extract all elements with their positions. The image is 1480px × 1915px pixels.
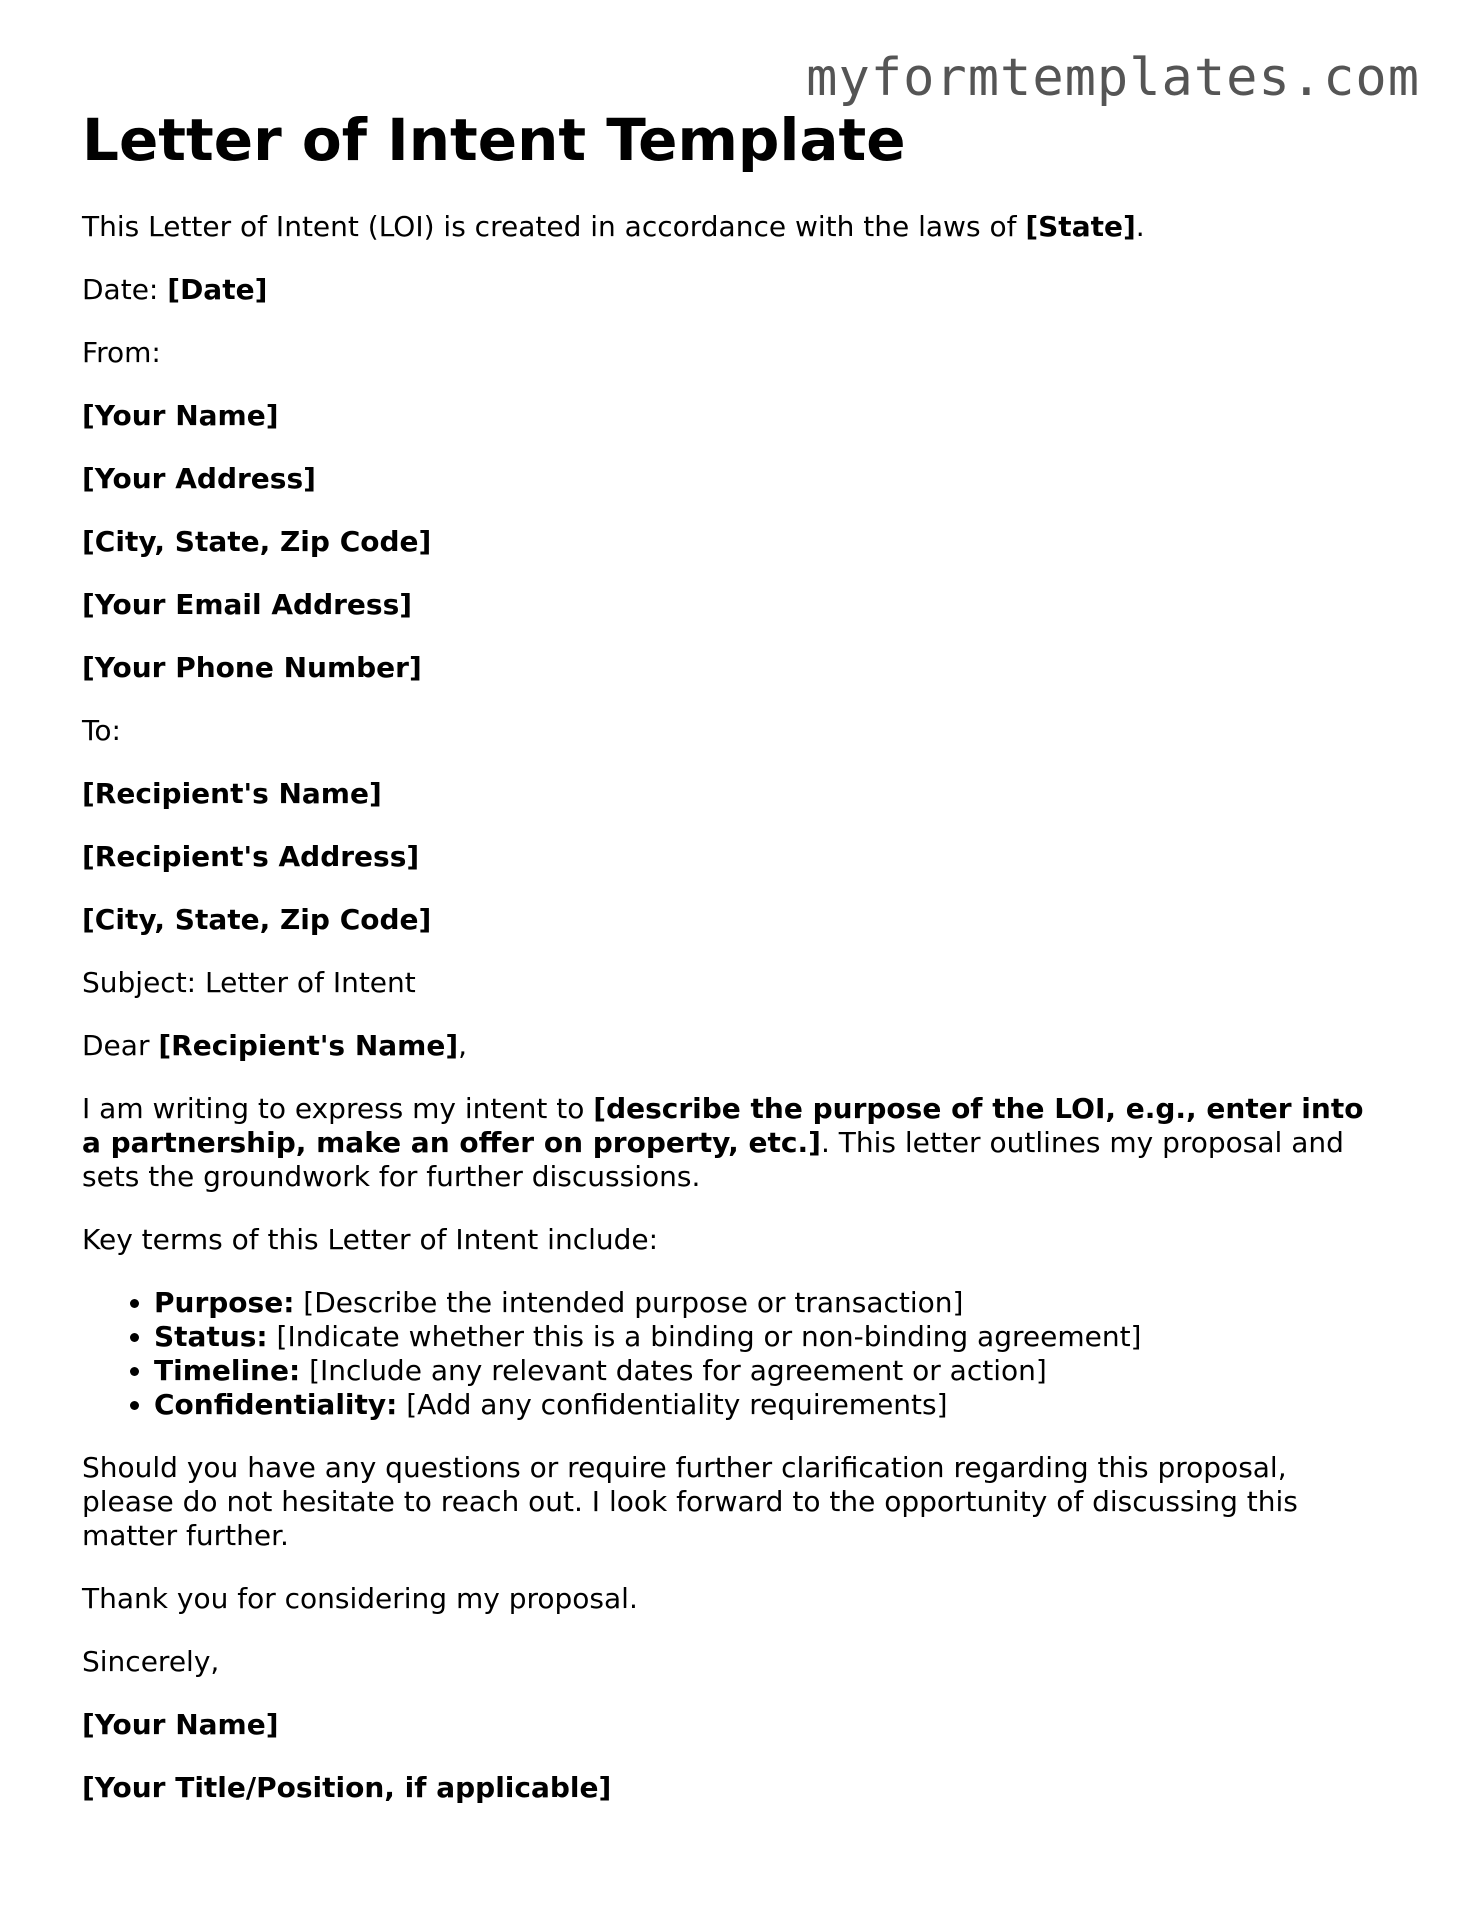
signature-name: [Your Name] <box>82 1708 279 1741</box>
sender-phone: [Your Phone Number] <box>82 651 422 684</box>
purpose-start: I am writing to express my intent to <box>82 1092 594 1125</box>
salutation-suffix: , <box>458 1029 468 1062</box>
recipient-name: [Recipient's Name] <box>82 777 382 810</box>
salutation <box>82 1029 1382 1063</box>
list-item <box>154 1286 1382 1320</box>
term-text: [Describe the intended purpose or transaction] <box>294 1286 964 1319</box>
term-label: Timeline: <box>154 1354 301 1387</box>
sender-address: [Your Address] <box>82 462 316 495</box>
intro-end: . <box>1135 210 1145 243</box>
term-text: [Include any relevant dates for agreement or action] <box>300 1354 1047 1387</box>
sender-city: [City, State, Zip Code] <box>82 525 432 558</box>
salutation-prefix: Dear <box>82 1029 159 1062</box>
recipient-city: [City, State, Zip Code] <box>82 903 432 936</box>
key-terms-intro: Key terms of this Letter of Intent include: <box>82 1223 659 1256</box>
purpose-paragraph <box>82 1092 1382 1194</box>
term-label: Confidentiality: <box>154 1388 398 1421</box>
purpose-placeholder: [describe the purpose of the LOI, e.g., enter into a partnership, make an offer on property, etc.] <box>82 1092 1364 1159</box>
from-label: From: <box>82 336 161 369</box>
sender-email: [Your Email Address] <box>82 588 413 621</box>
signature-title: [Your Title/Position, if applicable] <box>82 1771 612 1804</box>
date-line <box>82 273 1382 307</box>
to-label: To: <box>82 714 121 747</box>
closing-paragraph: Should you have any questions or require further clarification regarding this proposal, please do not hesitate to reach out. I look forward to the opportunity of discussing this matter further. <box>82 1451 1298 1552</box>
thanks-line: Thank you for considering my proposal. <box>82 1582 638 1615</box>
term-label: Status: <box>154 1320 268 1353</box>
salutation-name: [Recipient's Name] <box>158 1029 459 1062</box>
key-terms-list <box>82 1286 1382 1422</box>
list-item <box>154 1320 1382 1354</box>
date-placeholder: [Date] <box>167 273 268 306</box>
state-placeholder: [State] <box>1025 210 1136 243</box>
page-title: Letter of Intent Template <box>82 106 906 174</box>
intro-text: This Letter of Intent (LOI) is created in accordance with the laws of <box>82 210 1026 243</box>
list-item <box>154 1388 1382 1422</box>
letter-body <box>82 100 1382 1834</box>
intro-paragraph <box>82 210 1382 244</box>
sender-name: [Your Name] <box>82 399 279 432</box>
list-item <box>154 1354 1382 1388</box>
signoff: Sincerely, <box>82 1645 220 1678</box>
watermark-text: myformtemplates.com <box>806 48 1420 108</box>
term-text: [Add any confidentiality requirements] <box>397 1388 948 1421</box>
recipient-address: [Recipient's Address] <box>82 840 420 873</box>
date-label: Date: <box>82 273 168 306</box>
term-text: [Indicate whether this is a binding or non-binding agreement] <box>267 1320 1142 1353</box>
term-label: Purpose: <box>154 1286 295 1319</box>
subject-line: Subject: Letter of Intent <box>82 966 416 999</box>
purpose-end: . This letter outlines my proposal and sets the groundwork for further discussions. <box>82 1126 1344 1193</box>
